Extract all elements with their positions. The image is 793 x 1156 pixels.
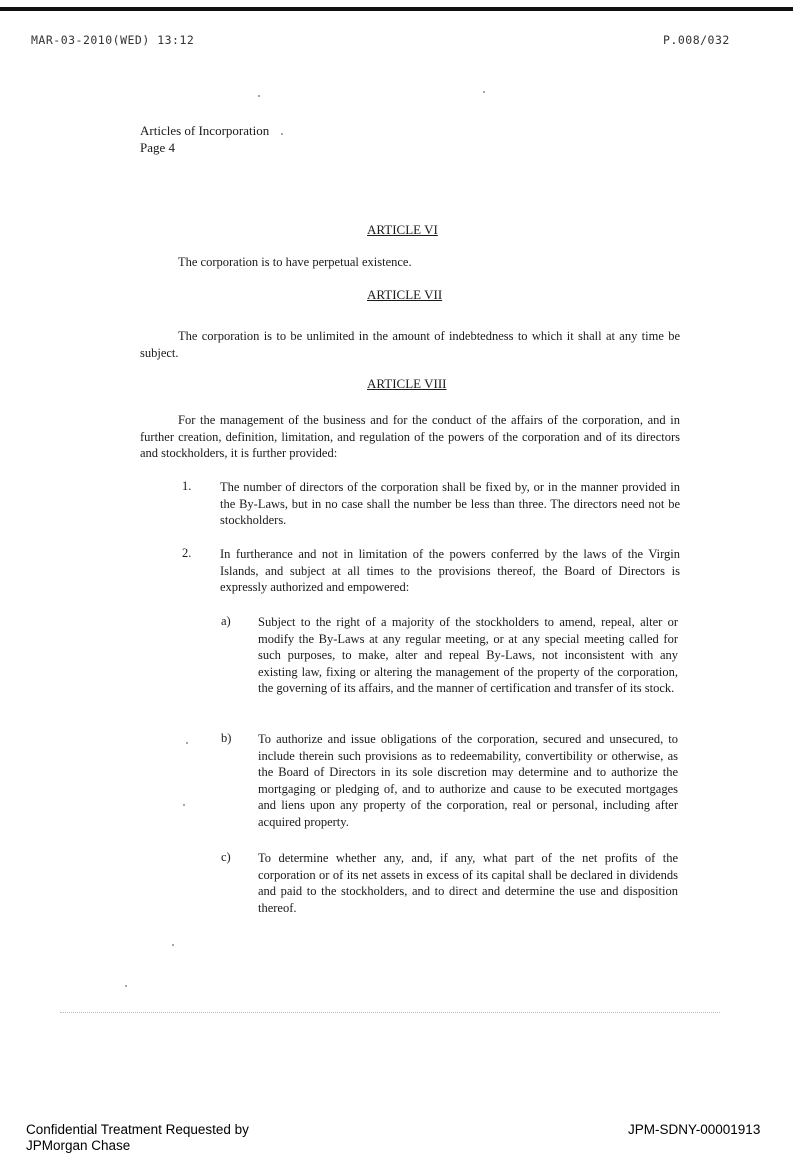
item-2-text: In furtherance and not in limitation of the powers conferred by the laws of the Virgin Islands, and subject at all times to the provisions thereof, the Board of Directors is expressly authorized and empowered: <box>220 547 680 594</box>
article-7-text: The corporation is to be unlimited in the amount of indebtedness to which it shall at any time be subject. <box>140 329 680 360</box>
scan-speck <box>183 804 185 806</box>
article-7-heading: ARTICLE VII <box>367 287 443 302</box>
fax-top-border <box>0 7 793 11</box>
article-6-heading: ARTICLE VI <box>367 222 438 237</box>
article-8-intro: For the management of the business and for the conduct of the affairs of the corporation, and in further creation, definition, limitation, and regulation of the powers of the corporation and of its directors and stockholders, it is further provided: <box>140 413 680 460</box>
footer-bates-number: JPM-SDNY-00001913 <box>628 1122 761 1137</box>
article-8-heading: ARTICLE VIII <box>367 376 447 391</box>
footer-confidential-line2: JPMorgan Chase <box>26 1138 131 1153</box>
scan-speck <box>125 985 127 987</box>
scan-speck <box>186 742 188 744</box>
subitem-a-label: a) <box>221 614 231 628</box>
item-2-number: 2. <box>182 546 192 560</box>
item-1-text: The number of directors of the corporation shall be fixed by, or in the manner provided in the By-Laws, but in no case shall the number be less than three. The directors need not be stockholders. <box>220 480 680 527</box>
item-1-number: 1. <box>182 479 192 493</box>
article-6-text: The corporation is to have perpetual existence. <box>178 255 412 269</box>
subitem-b-text: To authorize and issue obligations of the corporation, secured and unsecured, to include therein such provisions as to redeemability, convertibility or otherwise, as the Board of Directors in its sole discretion may determine and to authorize the mortgaging or pledging of, and to authorize and cause to be executed mortgages and liens upon any property of the corporation, real or personal, including after acquired property. <box>258 732 678 829</box>
scan-speck <box>483 91 485 93</box>
subitem-c-label: c) <box>221 850 231 864</box>
subitem-a-text: Subject to the right of a majority of the stockholders to amend, repeal, alter or modify the By-Laws at any regular meeting, or at any special meeting called for such purposes, to make, alter and repeal By-Laws, not inconsistent with any existing law, fixing or altering the management of the property of the corporation, the governing of its affairs, and the manner of certification and transfer of its stock. <box>258 615 678 695</box>
fax-timestamp: MAR-03-2010(WED) 13:12 <box>31 33 195 47</box>
scan-speck <box>172 944 174 946</box>
doc-page: Page 4 <box>140 140 176 155</box>
fax-page-number: P.008/032 <box>663 33 730 47</box>
scan-speck <box>281 133 283 135</box>
subitem-c-text: To determine whether any, and, if any, what part of the net profits of the corporation or of its net assets in excess of its capital shall be declared in dividends and paid to the stockholders, and to direct and determine the use and disposition thereof. <box>258 851 678 915</box>
footer-confidential-line1: Confidential Treatment Requested by <box>26 1122 249 1137</box>
scan-noise-line <box>60 1012 720 1013</box>
doc-title: Articles of Incorporation <box>140 123 270 138</box>
subitem-b-label: b) <box>221 731 232 745</box>
scan-speck <box>258 95 260 97</box>
